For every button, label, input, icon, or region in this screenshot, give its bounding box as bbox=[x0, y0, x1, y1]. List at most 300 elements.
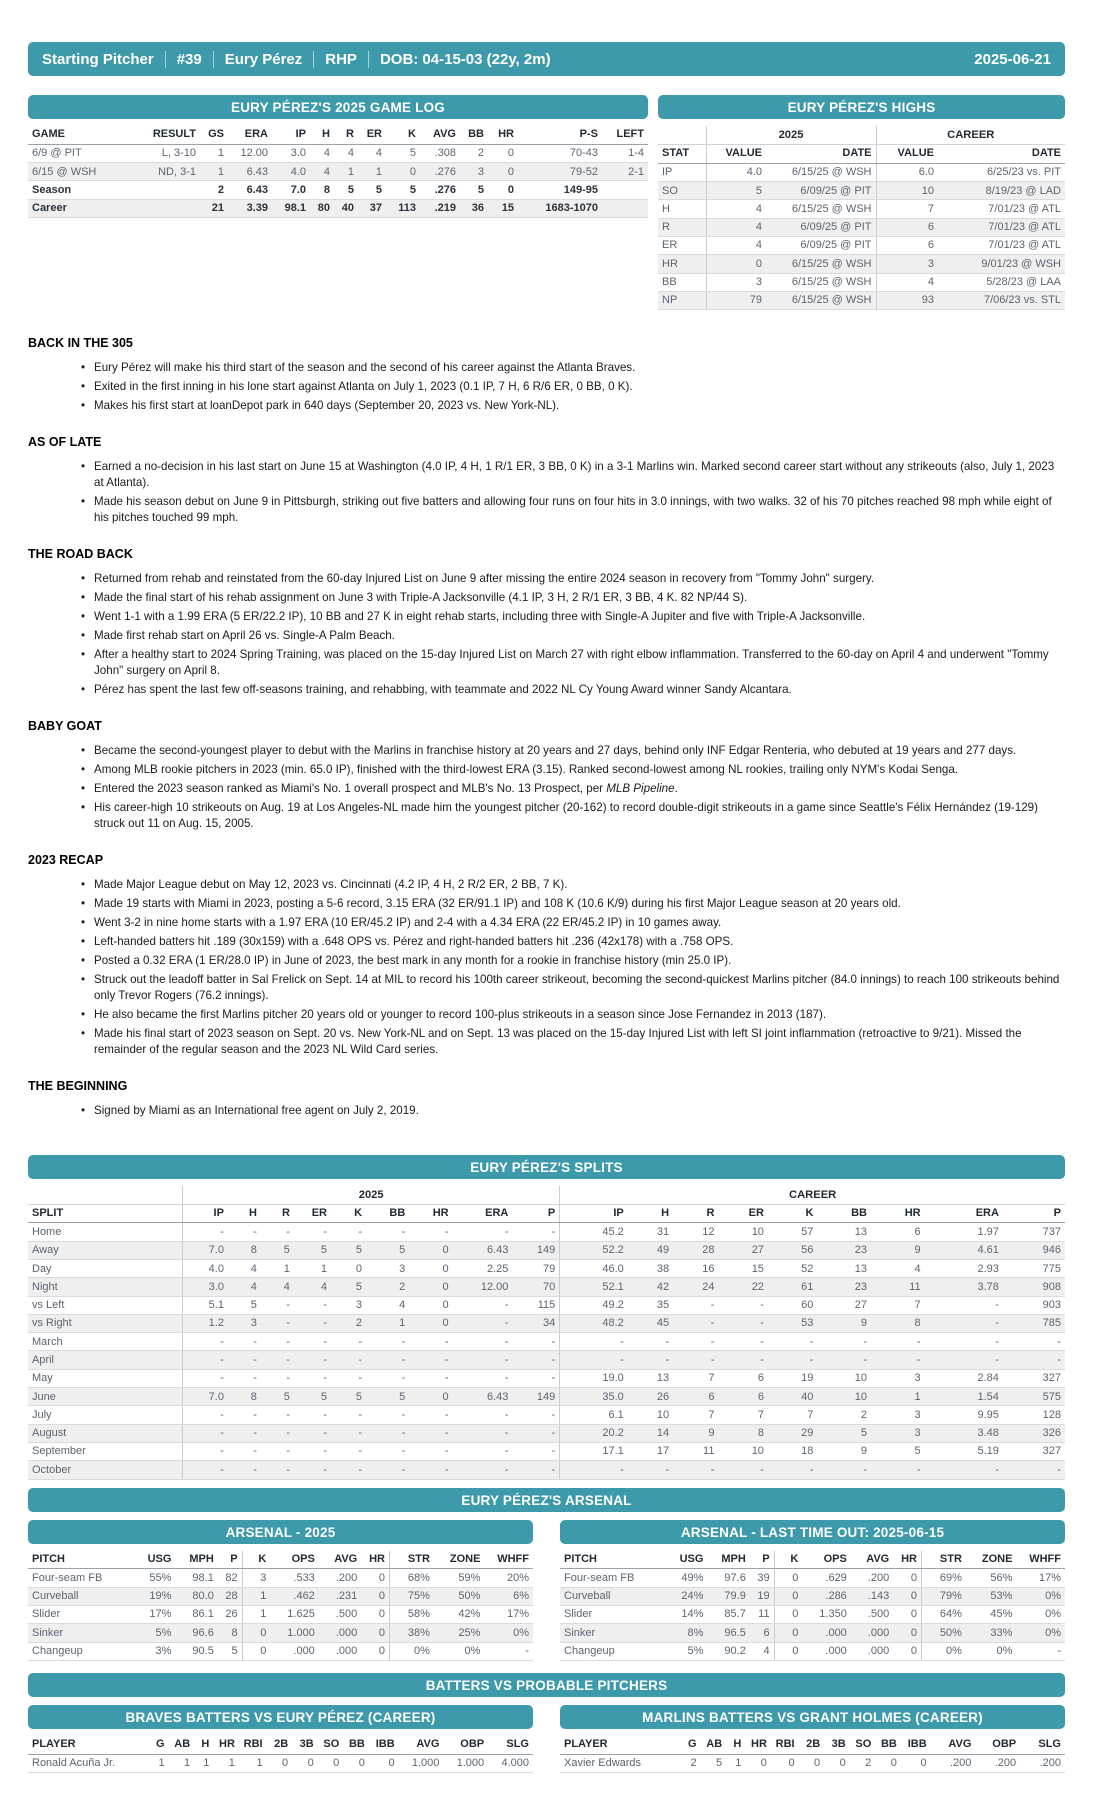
note-bullet: • Went 1-1 with a 1.99 ERA (5 ER/22.2 IP), 10 BB and 27 K in eight rehab starts, including three with Single-A Jupiter and five with Triple-A Jacksonville. bbox=[94, 609, 1065, 625]
table-row bbox=[28, 1351, 1065, 1369]
cell: 5 bbox=[706, 182, 766, 200]
note-bullet: • Returned from rehab and reinstated from the 60-day Injured List on June 9 after missing the entire 2024 season in recovery from "Tommy John" surgery. bbox=[94, 571, 1065, 587]
cell: 9.95 bbox=[925, 1406, 1003, 1424]
cell: 10 bbox=[718, 1223, 767, 1241]
cell: 10 bbox=[817, 1388, 871, 1406]
cell: .200 bbox=[851, 1569, 893, 1587]
cell: 7 bbox=[718, 1406, 767, 1424]
cell: 2 bbox=[850, 1754, 876, 1772]
cell: 6.43 bbox=[228, 181, 272, 199]
cell: 0 bbox=[267, 1754, 293, 1772]
cell: - bbox=[183, 1406, 228, 1424]
cell: - bbox=[560, 1333, 628, 1351]
top-panels bbox=[28, 95, 1065, 310]
cell: 0 bbox=[361, 1569, 389, 1587]
cell: 7 bbox=[673, 1406, 718, 1424]
cell bbox=[128, 199, 200, 217]
column-header: BB bbox=[366, 1204, 409, 1223]
cell: - bbox=[409, 1351, 452, 1369]
cell: - bbox=[1016, 1642, 1065, 1660]
cell: 2 bbox=[200, 181, 228, 199]
section-heading: THE BEGINNING bbox=[28, 1078, 128, 1093]
table-row bbox=[28, 1569, 533, 1587]
column-header: BB bbox=[343, 1736, 369, 1754]
column-header: R bbox=[334, 126, 358, 144]
column-header: P bbox=[512, 1204, 559, 1223]
note-bullet: • He also became the first Marlins pitcher 20 years old or younger to record 100-plus strikeouts in a season since Jose Fernandez in 2013 (187). bbox=[94, 1007, 1065, 1023]
cell: 5% bbox=[665, 1642, 707, 1660]
cell: 4 bbox=[228, 1260, 261, 1278]
cell: .200 bbox=[931, 1754, 976, 1772]
column-header: AVG bbox=[399, 1736, 444, 1754]
cell: - bbox=[331, 1406, 366, 1424]
cell: 9 bbox=[817, 1314, 871, 1332]
cell: 13 bbox=[817, 1223, 871, 1241]
cell: 0 bbox=[242, 1642, 270, 1660]
cell: 7/01/23 @ ATL bbox=[938, 236, 1065, 254]
cell: 1.97 bbox=[925, 1223, 1003, 1241]
cell: 58% bbox=[389, 1605, 433, 1623]
cell: - bbox=[294, 1333, 331, 1351]
group-2025: 2025 bbox=[183, 1186, 560, 1205]
cell: 6/25/23 vs. PIT bbox=[938, 163, 1065, 181]
cell: 2 bbox=[331, 1314, 366, 1332]
cell: - bbox=[453, 1424, 513, 1442]
cell: 5 bbox=[331, 1388, 366, 1406]
cell: - bbox=[453, 1351, 513, 1369]
cell: - bbox=[228, 1351, 261, 1369]
cell: - bbox=[331, 1333, 366, 1351]
column-header: IP bbox=[272, 126, 310, 144]
cell: Xavier Edwards bbox=[560, 1754, 679, 1772]
cell: .500 bbox=[851, 1605, 893, 1623]
cell: - bbox=[1003, 1333, 1065, 1351]
cell: 3.0 bbox=[272, 144, 310, 162]
cell: - bbox=[453, 1223, 513, 1241]
column-header: G bbox=[147, 1736, 168, 1754]
cell: 35.0 bbox=[560, 1388, 628, 1406]
cell: Changeup bbox=[560, 1642, 665, 1660]
cell: .000 bbox=[319, 1642, 361, 1660]
braves-batters-body bbox=[28, 1754, 533, 1772]
cell: 327 bbox=[1003, 1369, 1065, 1387]
cell: .629 bbox=[802, 1569, 850, 1587]
cell: - bbox=[294, 1223, 331, 1241]
cell: - bbox=[183, 1461, 228, 1479]
cell: 7/01/23 @ ATL bbox=[938, 218, 1065, 236]
cell: 4.000 bbox=[488, 1754, 533, 1772]
cell: 69% bbox=[921, 1569, 965, 1587]
cell: 6.43 bbox=[228, 163, 272, 181]
cell: - bbox=[768, 1333, 817, 1351]
header-divider bbox=[213, 51, 214, 68]
cell: - bbox=[294, 1369, 331, 1387]
cell: - bbox=[925, 1461, 1003, 1479]
cell: 3.0 bbox=[183, 1278, 228, 1296]
cell: 19% bbox=[133, 1587, 175, 1605]
cell: 1 bbox=[239, 1754, 267, 1772]
cell: 40 bbox=[768, 1388, 817, 1406]
cell: 17.1 bbox=[560, 1442, 628, 1460]
cell: .000 bbox=[851, 1624, 893, 1642]
cell: 79 bbox=[706, 291, 766, 309]
table-row bbox=[28, 1754, 533, 1772]
cell: - bbox=[228, 1369, 261, 1387]
cell: 128 bbox=[1003, 1406, 1065, 1424]
cell: 1 bbox=[147, 1754, 168, 1772]
cell: .000 bbox=[802, 1642, 850, 1660]
cell: - bbox=[817, 1461, 871, 1479]
column-header: P bbox=[218, 1551, 242, 1569]
column-header: P bbox=[750, 1551, 774, 1569]
cell: 0 bbox=[409, 1296, 452, 1314]
column-header: P-S bbox=[518, 126, 602, 144]
cell: 8% bbox=[665, 1624, 707, 1642]
note-bullet: • Left-handed batters hit .189 (30x159) with a .648 OPS vs. Pérez and right-handed batters hit .236 (42x178) with a .758 OPS. bbox=[94, 934, 1065, 950]
cell: - bbox=[366, 1406, 409, 1424]
column-header: SPLIT bbox=[28, 1204, 183, 1223]
table-row bbox=[560, 1587, 1065, 1605]
cell: 4 bbox=[261, 1278, 294, 1296]
cell: 1 bbox=[366, 1314, 409, 1332]
cell: 5 bbox=[294, 1241, 331, 1259]
splits-title: EURY PÉREZ'S SPLITS bbox=[28, 1155, 1065, 1179]
cell: 0 bbox=[409, 1388, 452, 1406]
cell: 86.1 bbox=[175, 1605, 217, 1623]
column-header: IP bbox=[560, 1204, 628, 1223]
cell: vs Right bbox=[28, 1314, 183, 1332]
cell: 59% bbox=[434, 1569, 485, 1587]
cell: - bbox=[453, 1461, 513, 1479]
cell: 946 bbox=[1003, 1241, 1065, 1259]
cell: - bbox=[484, 1642, 533, 1660]
throwing-hand: RHP bbox=[325, 50, 357, 68]
cell: - bbox=[261, 1424, 294, 1442]
section-the-beginning bbox=[28, 1079, 1065, 1119]
column-header: ERA bbox=[228, 126, 272, 144]
cell: 80 bbox=[310, 199, 334, 217]
cell: 4 bbox=[366, 1296, 409, 1314]
cell: 1.625 bbox=[270, 1605, 318, 1623]
cell: 5 bbox=[460, 181, 488, 199]
game-log-columns bbox=[28, 126, 648, 144]
cell: 5 bbox=[331, 1278, 366, 1296]
section-as-of-late bbox=[28, 435, 1065, 526]
cell: 4 bbox=[228, 1278, 261, 1296]
table-row bbox=[658, 236, 1065, 254]
column-header: MPH bbox=[175, 1551, 217, 1569]
note-bullet: • Makes his first start at loanDepot park in 640 days (September 20, 2023 vs. New York-NL). bbox=[94, 398, 1065, 414]
cell: 0 bbox=[361, 1605, 389, 1623]
cell: .231 bbox=[319, 1587, 361, 1605]
column-header: AVG bbox=[319, 1551, 361, 1569]
cell: .462 bbox=[270, 1587, 318, 1605]
cell: 0 bbox=[893, 1642, 921, 1660]
column-header: 2B bbox=[799, 1736, 825, 1754]
cell: August bbox=[28, 1424, 183, 1442]
cell: - bbox=[512, 1461, 559, 1479]
cell: 16 bbox=[673, 1260, 718, 1278]
table-row bbox=[658, 163, 1065, 181]
cell: HR bbox=[658, 255, 706, 273]
cell: 7/06/23 vs. STL bbox=[938, 291, 1065, 309]
column-header: STR bbox=[921, 1551, 965, 1569]
cell: 5 bbox=[366, 1241, 409, 1259]
cell: 6% bbox=[484, 1587, 533, 1605]
table-row bbox=[658, 218, 1065, 236]
cell: 7 bbox=[876, 200, 938, 218]
splits-columns bbox=[28, 1204, 1065, 1223]
column-header: BB bbox=[460, 126, 488, 144]
cell: 1 bbox=[242, 1605, 270, 1623]
arsenal-last-panel bbox=[560, 1520, 1065, 1661]
note-bullet: • Posted a 0.32 ERA (1 ER/28.0 IP) in June of 2023, the best mark in any month for a rookie in franchise history (min 25.0 IP). bbox=[94, 953, 1065, 969]
cell: 5 bbox=[228, 1296, 261, 1314]
cell: .200 bbox=[319, 1569, 361, 1587]
braves-batters-panel bbox=[28, 1705, 533, 1773]
cell: 79-52 bbox=[518, 163, 602, 181]
column-header: IP bbox=[183, 1204, 228, 1223]
cell: Slider bbox=[560, 1605, 665, 1623]
table-row bbox=[560, 1642, 1065, 1660]
cell: 6.1 bbox=[560, 1406, 628, 1424]
cell: 0 bbox=[488, 163, 518, 181]
column-header: GS bbox=[200, 126, 228, 144]
cell: 0 bbox=[409, 1241, 452, 1259]
cell: 5 bbox=[218, 1642, 242, 1660]
cell: - bbox=[366, 1442, 409, 1460]
cell: - bbox=[261, 1314, 294, 1332]
cell: 56 bbox=[768, 1241, 817, 1259]
cell: - bbox=[871, 1333, 925, 1351]
column-header: H bbox=[194, 1736, 213, 1754]
cell: 0 bbox=[799, 1754, 825, 1772]
cell: 20% bbox=[484, 1569, 533, 1587]
cell: 13 bbox=[628, 1369, 673, 1387]
cell: 2 bbox=[679, 1754, 700, 1772]
cell: September bbox=[28, 1442, 183, 1460]
cell: 0 bbox=[824, 1754, 850, 1772]
cell: - bbox=[366, 1424, 409, 1442]
header-divider bbox=[313, 51, 314, 68]
cell: 8 bbox=[718, 1424, 767, 1442]
cell: - bbox=[871, 1461, 925, 1479]
cell: 1 bbox=[194, 1754, 213, 1772]
cell: 6/15/25 @ WSH bbox=[766, 255, 876, 273]
cell: 6/15/25 @ WSH bbox=[766, 200, 876, 218]
section-the-road-back bbox=[28, 547, 1065, 698]
cell: - bbox=[628, 1461, 673, 1479]
cell: 46.0 bbox=[560, 1260, 628, 1278]
cell: 8 bbox=[228, 1241, 261, 1259]
cell: - bbox=[512, 1333, 559, 1351]
cell: 3 bbox=[876, 255, 938, 273]
game-log-table bbox=[28, 126, 648, 218]
cell: 49.2 bbox=[560, 1296, 628, 1314]
column-header: H bbox=[228, 1204, 261, 1223]
cell: ND, 3-1 bbox=[128, 163, 200, 181]
marlins-batters-table bbox=[560, 1736, 1065, 1773]
cell: 1 bbox=[200, 163, 228, 181]
cell: 1.000 bbox=[443, 1754, 488, 1772]
cell: 6.0 bbox=[876, 163, 938, 181]
cell: 5 bbox=[871, 1442, 925, 1460]
cell: - bbox=[560, 1461, 628, 1479]
cell: - bbox=[673, 1333, 718, 1351]
column-header: R bbox=[673, 1204, 718, 1223]
cell: 9 bbox=[871, 1241, 925, 1259]
table-row bbox=[28, 1624, 533, 1642]
column-header: PITCH bbox=[28, 1551, 133, 1569]
cell: 5 bbox=[386, 181, 420, 199]
cell: 6/15/25 @ WSH bbox=[766, 163, 876, 181]
cell: 0 bbox=[771, 1754, 799, 1772]
cell: 0% bbox=[1016, 1587, 1065, 1605]
cell: .500 bbox=[319, 1605, 361, 1623]
player-role: Starting Pitcher bbox=[42, 50, 154, 68]
highs-table bbox=[658, 126, 1065, 310]
cell: 70 bbox=[512, 1278, 559, 1296]
table-row bbox=[28, 1406, 1065, 1424]
cell: 19 bbox=[768, 1369, 817, 1387]
column-header: ERA bbox=[453, 1204, 513, 1223]
note-bullet: • Struck out the leadoff batter in Sal Frelick on Sept. 14 at MIL to record his 100th career strikeout, becoming the second-quickest Marlins pitcher (84.0 innings) to reach 100 strikeouts behind only Trevor Rogers (76.2 innings). bbox=[94, 972, 1065, 1004]
cell: ER bbox=[658, 236, 706, 254]
cell: - bbox=[331, 1351, 366, 1369]
note-bullet: • Entered the 2023 season ranked as Miami's No. 1 overall prospect and MLB's No. 13 Prospect, per MLB Pipeline. bbox=[94, 781, 1065, 797]
arsenal-last-title: ARSENAL - LAST TIME OUT: 2025-06-15 bbox=[560, 1520, 1065, 1544]
cell: 2 bbox=[366, 1278, 409, 1296]
cell: - bbox=[628, 1333, 673, 1351]
cell: 36 bbox=[460, 199, 488, 217]
cell: 4.0 bbox=[183, 1260, 228, 1278]
cell: Home bbox=[28, 1223, 183, 1241]
column-header: H bbox=[628, 1204, 673, 1223]
arsenal-title: EURY PÉREZ'S ARSENAL bbox=[28, 1488, 1065, 1512]
cell: - bbox=[453, 1314, 513, 1332]
cell: - bbox=[261, 1296, 294, 1314]
cell: - bbox=[294, 1442, 331, 1460]
cell: 4 bbox=[876, 273, 938, 291]
cell: 2.25 bbox=[453, 1260, 513, 1278]
cell: .000 bbox=[802, 1624, 850, 1642]
column-header: OPS bbox=[802, 1551, 850, 1569]
cell: - bbox=[331, 1442, 366, 1460]
cell: 6/09/25 @ PIT bbox=[766, 182, 876, 200]
column-header: OBP bbox=[443, 1736, 488, 1754]
cell: 17% bbox=[484, 1605, 533, 1623]
cell: 14% bbox=[665, 1605, 707, 1623]
cell: 0 bbox=[893, 1624, 921, 1642]
cell: 25% bbox=[434, 1624, 485, 1642]
cell: 4.0 bbox=[706, 163, 766, 181]
cell: 19 bbox=[750, 1587, 774, 1605]
cell: - bbox=[718, 1351, 767, 1369]
cell: - bbox=[228, 1424, 261, 1442]
cell: Away bbox=[28, 1241, 183, 1259]
cell: - bbox=[453, 1333, 513, 1351]
cell: 10 bbox=[718, 1442, 767, 1460]
cell: 326 bbox=[1003, 1424, 1065, 1442]
cell: 0 bbox=[706, 255, 766, 273]
cell: Sinker bbox=[560, 1624, 665, 1642]
cell: 60 bbox=[768, 1296, 817, 1314]
cell: 903 bbox=[1003, 1296, 1065, 1314]
cell bbox=[602, 181, 648, 199]
column-header: SO bbox=[850, 1736, 876, 1754]
cell: - bbox=[512, 1442, 559, 1460]
cell: 20.2 bbox=[560, 1424, 628, 1442]
column-header: H bbox=[726, 1736, 745, 1754]
cell: 7/01/23 @ ATL bbox=[938, 200, 1065, 218]
cell: Season bbox=[28, 181, 128, 199]
cell: 98.1 bbox=[175, 1569, 217, 1587]
header-divider bbox=[165, 51, 166, 68]
cell: - bbox=[768, 1461, 817, 1479]
cell: 5 bbox=[261, 1241, 294, 1259]
section-heading: THE ROAD BACK bbox=[28, 547, 133, 562]
player-name: Eury Pérez bbox=[224, 50, 303, 68]
cell: - bbox=[366, 1369, 409, 1387]
note-bullet: • Exited in the first inning in his lone start against Atlanta on July 1, 2023 (0.1 IP, 7 H, 6 R/6 ER, 0 BB, 0 K). bbox=[94, 379, 1065, 395]
cell: 1-4 bbox=[602, 144, 648, 162]
table-row bbox=[658, 255, 1065, 273]
table-row bbox=[28, 1388, 1065, 1406]
cell: .276 bbox=[420, 163, 460, 181]
cell: 0 bbox=[488, 144, 518, 162]
cell: 4 bbox=[871, 1260, 925, 1278]
cell: - bbox=[183, 1369, 228, 1387]
cell: 0 bbox=[242, 1624, 270, 1642]
cell: - bbox=[228, 1406, 261, 1424]
cell: 96.5 bbox=[707, 1624, 749, 1642]
cell: 3.78 bbox=[925, 1278, 1003, 1296]
cell: 22 bbox=[718, 1278, 767, 1296]
cell: 4 bbox=[310, 163, 334, 181]
column-header: STAT bbox=[658, 145, 706, 164]
marlins-batters-panel bbox=[560, 1705, 1065, 1773]
column-header: IBB bbox=[369, 1736, 399, 1754]
cell: October bbox=[28, 1461, 183, 1479]
cell: - bbox=[453, 1442, 513, 1460]
cell: 5 bbox=[386, 144, 420, 162]
cell: 0 bbox=[409, 1260, 452, 1278]
cell: 1 bbox=[871, 1388, 925, 1406]
cell: 2 bbox=[460, 144, 488, 162]
cell: 5% bbox=[133, 1624, 175, 1642]
cell: - bbox=[718, 1314, 767, 1332]
note-bullet: • Eury Pérez will make his third start of the season and the second of his career against the Atlanta Braves. bbox=[94, 360, 1065, 376]
column-header: MPH bbox=[707, 1551, 749, 1569]
cell: 79.9 bbox=[707, 1587, 749, 1605]
cell: June bbox=[28, 1388, 183, 1406]
section-bullets bbox=[28, 1103, 1065, 1119]
cell: - bbox=[183, 1351, 228, 1369]
cell: - bbox=[183, 1424, 228, 1442]
cell: - bbox=[453, 1369, 513, 1387]
arsenal-last-columns bbox=[560, 1551, 1065, 1569]
cell: - bbox=[261, 1442, 294, 1460]
jersey-number: #39 bbox=[176, 50, 202, 68]
cell: 55% bbox=[133, 1569, 175, 1587]
cell: 9/01/23 @ WSH bbox=[938, 255, 1065, 273]
cell: 64% bbox=[921, 1605, 965, 1623]
cell: 0 bbox=[292, 1754, 318, 1772]
cell: - bbox=[925, 1351, 1003, 1369]
column-header: ZONE bbox=[966, 1551, 1017, 1569]
section-2023-recap bbox=[28, 853, 1065, 1058]
cell: 90.5 bbox=[175, 1642, 217, 1660]
